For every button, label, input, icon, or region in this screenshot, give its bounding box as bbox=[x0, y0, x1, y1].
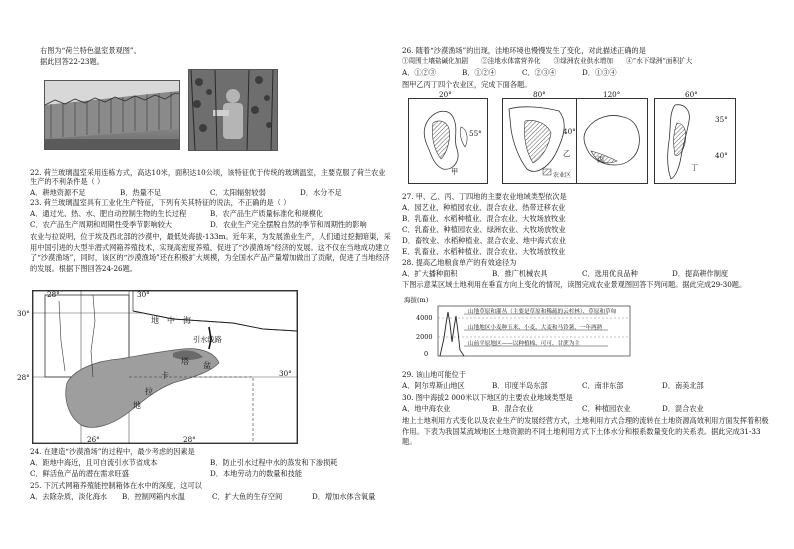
greenhouse-photo bbox=[44, 80, 180, 150]
question-24: 24. 在建造“沙漠渔场”的过程中，最少考虑的因素是 bbox=[30, 447, 195, 456]
map-lon-bottom-left: 26° bbox=[87, 435, 100, 444]
chart-tick-2000: 2000 bbox=[416, 333, 433, 341]
q22-option-a[interactable]: A．耕地资源不足 bbox=[30, 188, 86, 197]
map-ding-label: 丁 bbox=[691, 163, 699, 172]
passage-desert-fishery: 农业与拉说明，位于埃及西北部的沙漠中，最低处海拔-133m。近年来，为发展渔业生产，人们通过挖掘暗渠，采用中国引进的大型半潜式网箱养殖技术，实现高密度养殖，促进了“沙漠渔场”经济的发展。这不仅在当地成功建立了“沙漠渔场”，同时，该区的“沙漠渔场”还在积极扩大规模，为全国水产品产量增加做出了贡献，促进了当地经济的发展。根据下图回答24-26题。 bbox=[30, 232, 391, 273]
map-lat-bottom: 28° bbox=[183, 435, 196, 444]
altitude-land-use-chart bbox=[404, 296, 634, 360]
map-yi-label: 乙 bbox=[563, 149, 571, 158]
map-legend-agri-zone: 农业区 bbox=[553, 172, 572, 179]
map-bing-lon: 120° bbox=[603, 90, 621, 99]
q27-option-a[interactable]: A．园艺业、种植园农业、混合农业、热带迁移农业 bbox=[402, 203, 566, 212]
q27-option-c[interactable]: C．乳畜业、种植园农业、绿洲农业、大牧场放牧业 bbox=[402, 225, 566, 234]
question-28: 28. 提高乙地粮食单产的有效途径为 bbox=[402, 258, 517, 267]
passage-land-circulation: 地上土地利用方式变化以及农业生产的发展经营方式，土地利用方式合理的流转在土地资源高效利用方面发挥着积极作用。下表为我国某流域地区土地资源的不同土地利用方式下土体水分和根系数量变化的关系表。据此完成31-33题。 bbox=[402, 416, 769, 446]
q27-intro: 图甲乙丙丁四个农业区，完成下面各题。 bbox=[402, 80, 532, 89]
q29-option-d[interactable]: D．南美北部 bbox=[662, 381, 704, 390]
map-label-sea: 地 中 海 bbox=[151, 316, 191, 325]
q28-option-d[interactable]: D．提高耕作制度 bbox=[672, 269, 729, 278]
passage-vertical-land-use: 下图示意某区域土地利用在垂直方向上变化的情况，读图完成农业景观图回答下列问题。据此完成29-30题。 bbox=[402, 280, 747, 289]
q26-option-b[interactable]: B．①②④ bbox=[462, 68, 497, 77]
q24-option-d[interactable]: D．本地劳动力的数量和技能 bbox=[210, 469, 303, 478]
chart-tick-4000: 4000 bbox=[416, 314, 433, 322]
map-yi-lat: 40° bbox=[563, 127, 576, 136]
intro-caption: 右图为“荷兰特色温室景观图”。 bbox=[40, 46, 141, 55]
map-lon-left: 28° bbox=[47, 290, 60, 299]
q26-items: ①周围土壤盐碱化加剧 ②洼地水体富营养化 ③绿洲农业供水增加 ④“水下绿洲”面积扩大 bbox=[402, 57, 693, 65]
map-jia-lon: 20° bbox=[439, 90, 452, 99]
q25-option-b[interactable]: B．控制网箱内水温 bbox=[122, 492, 185, 501]
map-bing-australia bbox=[576, 90, 648, 184]
map-lat-mid: 28° bbox=[17, 373, 30, 382]
map-ding-south-america bbox=[654, 90, 736, 184]
map-lat-top: 30° bbox=[17, 309, 30, 318]
q23-option-b[interactable]: B．农产品生产质量标准化和规模化 bbox=[210, 209, 324, 218]
worker-in-greenhouse-photo bbox=[188, 69, 278, 151]
qattara-depression-map bbox=[17, 290, 298, 444]
question-22: 22. 荷兰玻璃温室采用连栋方式，高达10米，面积达10公顷，该特征优于传统的玻璃温室，主要克服了荷兰农业生产的不利条件是（ ） bbox=[30, 168, 386, 186]
q22-option-d[interactable]: D．水分不足 bbox=[300, 188, 342, 197]
chart-y-label: 海拔(m) bbox=[404, 296, 429, 304]
q26-option-a[interactable]: A．①②③ bbox=[402, 68, 436, 77]
q29-option-b[interactable]: B．印度半岛东部 bbox=[492, 381, 548, 390]
q22-option-b[interactable]: B．热量不足 bbox=[120, 188, 162, 197]
map-bing-label: 丙 bbox=[597, 155, 605, 164]
question-27: 27. 甲、乙、丙、丁四地的主要农业地域类型依次是 bbox=[402, 192, 567, 201]
map-jia-europe bbox=[408, 90, 488, 184]
map-label-basin-1: 塔 bbox=[181, 357, 189, 366]
q29-option-c[interactable]: C．南非东部 bbox=[582, 381, 624, 390]
map-label-canal: 引水线路 bbox=[193, 335, 222, 344]
q26-option-d[interactable]: D．①③④ bbox=[582, 68, 617, 77]
chart-band-low: 山前平原地区——以种植棉、可可、甘蔗为主 bbox=[468, 341, 580, 347]
map-label-basin-3: 卡 bbox=[161, 371, 169, 380]
q25-option-c[interactable]: C．扩大鱼的生存空间 bbox=[212, 492, 283, 501]
q23-option-c[interactable]: C．农产品生产周期和周期性受季节影响较大 bbox=[30, 220, 173, 229]
q29-option-a[interactable]: A．阿尔卑斯山地区 bbox=[402, 381, 465, 390]
map-yi-asia bbox=[502, 90, 580, 184]
q30-option-d[interactable]: D．混合农业 bbox=[662, 404, 704, 413]
map-jia-lat: 55° bbox=[469, 129, 482, 138]
map-label-basin-5: 地 bbox=[133, 401, 141, 410]
q24-option-c[interactable]: C．鲜活鱼产品的潜在需求旺盛 bbox=[30, 469, 129, 478]
chart-band-high: 山地草原和灌丛（主要是草原和稀疏的云杉林）、草原和草甸 bbox=[468, 309, 617, 315]
map-label-basin-4: 拉 bbox=[145, 387, 153, 396]
map-ding-lon: 60° bbox=[685, 90, 698, 99]
map-label-basin-2: 盆 bbox=[203, 361, 211, 370]
q23-option-d[interactable]: D．农业生产完全摆脱自然的季节和周期性的影响 bbox=[210, 220, 367, 229]
question-26: 26. 随着“沙漠渔场”的出现，洼地环境也慢慢发生了变化，对此描述正确的是 bbox=[402, 46, 646, 55]
map-lat-right: 30° bbox=[279, 369, 292, 378]
q25-option-a[interactable]: A．去除杂质，淡化海水 bbox=[30, 492, 108, 501]
intro-instruction: 据此回答22-23题。 bbox=[40, 57, 104, 66]
q30-option-c[interactable]: C．种植园农业 bbox=[582, 404, 631, 413]
q25-option-d[interactable]: D．增加水体含氧量 bbox=[312, 492, 376, 501]
q28-option-b[interactable]: B．推广机械农具 bbox=[492, 269, 548, 278]
question-23: 23. 荷兰玻璃温室具有工业化生产特征，下列有关其特征的说法，不正确的是（ ） bbox=[30, 198, 291, 207]
chart-band-mid: 山地地区小麦种玉米、小麦、大麦和马铃薯，一年两熟 bbox=[468, 325, 603, 331]
map-lon-right: 30° bbox=[137, 290, 150, 299]
q27-option-e[interactable]: E．乳畜业、水稻种植业、混合农业、大牧场放牧业 bbox=[402, 247, 566, 256]
q28-option-c[interactable]: C．选用优良品种 bbox=[582, 269, 638, 278]
q26-option-c[interactable]: C．②③④ bbox=[522, 68, 557, 77]
chart-tick-0: 0 bbox=[424, 350, 429, 358]
q22-option-c[interactable]: C．太阳辐射较弱 bbox=[210, 188, 266, 197]
q24-option-a[interactable]: A．距地中海近，且可自流引水节省成本 bbox=[30, 458, 158, 467]
q27-option-d[interactable]: D．畜牧业、水稻种植业、混合农业、地中海式农业 bbox=[402, 236, 566, 245]
q30-option-b[interactable]: B．混合农业 bbox=[492, 404, 534, 413]
q27-option-b[interactable]: B．乳畜业、水稻种植业、混合农业、大牧场放牧业 bbox=[402, 214, 566, 223]
map-yi-lon: 80° bbox=[533, 90, 546, 99]
q28-option-a[interactable]: A．扩大播种面积 bbox=[402, 269, 458, 278]
q30-option-a[interactable]: A．地中海农业 bbox=[402, 404, 451, 413]
question-29: 29. 该山地可能位于 bbox=[402, 370, 467, 379]
question-25: 25. 下沉式网箱养殖能控制箱体在水中的深度，这可以 bbox=[30, 481, 202, 490]
map-ding-lat-top: 35° bbox=[715, 115, 728, 124]
map-jia-label: 甲 bbox=[451, 167, 459, 176]
map-ding-lat-bottom: 40° bbox=[715, 151, 728, 160]
q23-option-a[interactable]: A．通过光、热、水、肥自动控制生物的生长过程 bbox=[30, 209, 187, 218]
q24-option-b[interactable]: B．防止引水过程中水的蒸发和下渗损耗 bbox=[210, 458, 338, 467]
question-30: 30. 图中海拔2 000米以下地区的主要农业地域类型是 bbox=[402, 393, 573, 402]
